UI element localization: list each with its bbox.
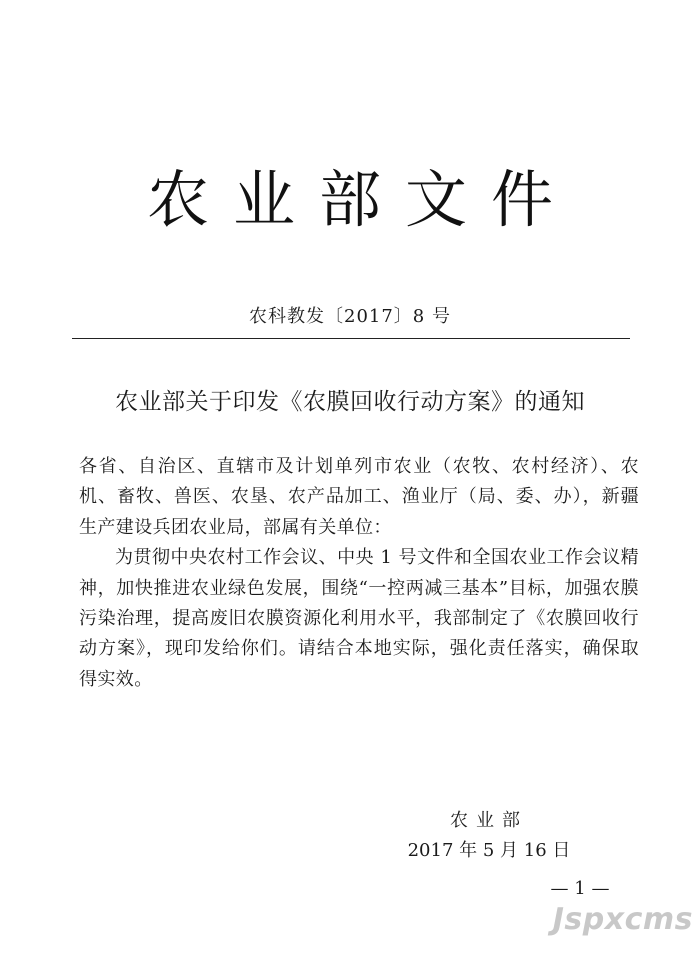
watermark-logo: Jspxcms	[552, 902, 693, 937]
document-title: 农业部关于印发《农膜回收行动方案》的通知	[115, 389, 585, 415]
issuer-signature: 农业部	[450, 810, 528, 831]
document-number: 农科教发〔2017〕8 号	[249, 306, 451, 327]
header-divider	[72, 338, 630, 339]
body-paragraph: 为贯彻中央农村工作会议、中央 1 号文件和全国农业工作会议精神，加快推进农业绿色发展，围绕“一控两减三基本”目标，加强农膜污染治理，提高废旧农膜资源化利用水平，我部制定了《农膜回收行动方案》，现印发给你们。请结合本地实际，强化责任落实，确保取得实效。	[79, 547, 639, 690]
salutation: 各省、自治区、直辖市及计划单列市农业（农牧、农村经济）、农机、畜牧、兽医、农垦、农产品加工、渔业厅（局、委、办），新疆生产建设兵团农业局，部属有关单位：	[79, 456, 639, 538]
document-body	[79, 452, 639, 695]
document-header: 农业部文件	[146, 163, 577, 236]
page-number: — 1 —	[550, 878, 610, 899]
issue-date: 2017 年 5 月 16 日	[407, 840, 571, 861]
